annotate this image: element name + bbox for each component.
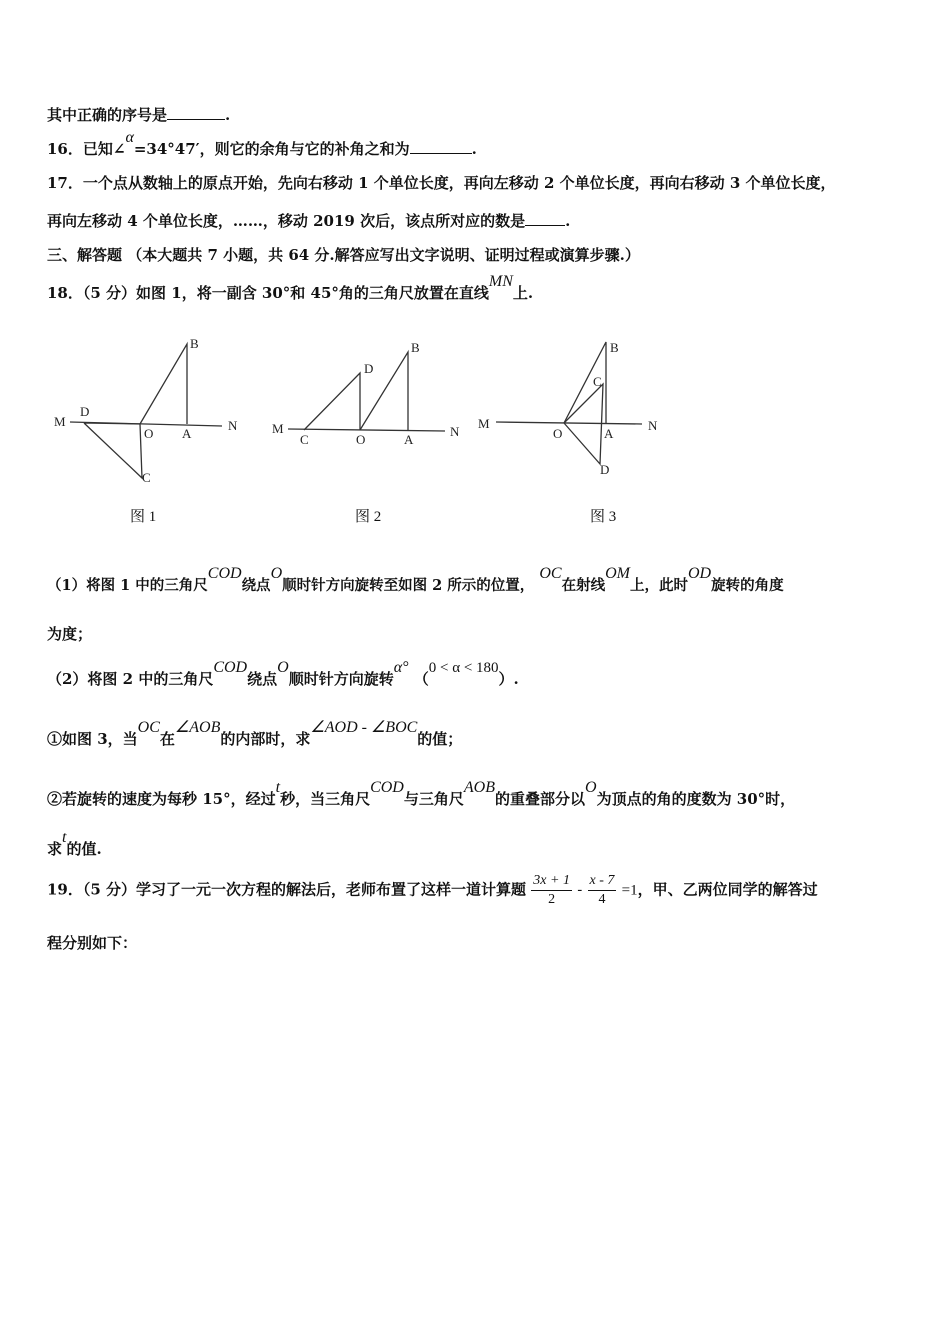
q15-tail: 其中正确的序号是 . <box>47 106 231 124</box>
fig3-label-c: C <box>593 374 602 389</box>
fig2-label-m: M <box>272 421 284 436</box>
fig1-triangle-aob <box>140 344 187 424</box>
fig2-label-b: B <box>411 340 420 355</box>
fig3-caption: 图 3 <box>590 509 617 525</box>
question-17-line2: 再向左移动 4 个单位长度，……，移动 2019 次后，该点所对应的数是 . <box>47 212 571 230</box>
fraction-2: $\frac{x - 7}{4}$ <box>589 873 615 907</box>
fig1-label-m: M <box>54 414 66 429</box>
fig2-triangle-cod <box>304 373 360 430</box>
fig1-label-a: A <box>182 426 192 441</box>
question-19-cont: 程分别如下： <box>47 934 138 952</box>
question-19: 19．（5 分）学习了一元一次方程的解法后，老师布置了这样一道计算题 $\frac{3x + 1}{2}$ - $\frac{x - 7}{4}$ =1，甲、乙两位同学的解答过 <box>47 873 818 907</box>
question-18: 18．（5 分）如图 1，将一副含 30°和 45°角的三角尺放置在直线MN上. <box>47 273 534 302</box>
fig2-label-c: C <box>300 432 309 447</box>
fig1-label-n: N <box>228 418 238 433</box>
fig1-label-o: O <box>144 426 154 441</box>
fig2-line-mn <box>288 429 445 431</box>
question-18-2: （2）将图 2 中的三角尺COD绕点O顺时针方向旋转α° （0 < α < 180）. <box>47 659 519 688</box>
fig2-caption: 图 2 <box>355 509 382 525</box>
fig3-line-mn <box>496 422 642 424</box>
fig3-label-o: O <box>553 426 563 441</box>
fig2-label-o: O <box>356 432 366 447</box>
question-18-2-part2: ②若旋转的速度为每秒 15°，经过t秒，当三角尺COD与三角尺AOB的重叠部分以O为顶点的角的度数为 30°时， <box>47 779 796 808</box>
fraction-1: $\frac{3x + 1}{2}$ <box>533 873 570 907</box>
section-3-heading: 三、解答题 （本大题共 7 小题，共 64 分.解答应写出文字说明、证明过程或演算步骤.） <box>47 246 640 264</box>
triangle-figures <box>0 320 950 530</box>
fig1-caption: 图 1 <box>130 509 157 525</box>
question-18-2-part2-cont: 求t的值. <box>47 829 102 858</box>
fig1-label-b: B <box>190 336 199 351</box>
fig3-label-b: B <box>610 340 619 355</box>
question-18-1-cont: 为度； <box>47 625 93 643</box>
question-18-1: （1）将图 1 中的三角尺COD绕点O顺时针方向旋转至如图 2 所示的位置， OC在射线OM上，此时OD旋转的角度 <box>47 565 784 594</box>
fig2-label-a: A <box>404 432 414 447</box>
question-18-2-part1: ①如图 3，当OC在∠AOB的内部时，求∠AOD - ∠BOC的值； <box>47 719 463 748</box>
fig1-triangle-cod <box>84 423 142 478</box>
fig1-label-d: D <box>80 404 90 419</box>
fig3-label-d: D <box>600 462 610 477</box>
question-16: 16．已知∠α=34°47′，则它的余角与它的补角之和为 . <box>47 129 477 158</box>
question-17-line1: 17．一个点从数轴上的原点开始，先向右移动 1 个单位长度，再向左移动 2 个单位长度，再向右移动 3 个单位长度， <box>47 174 836 192</box>
fig2-label-n: N <box>450 424 460 439</box>
fig2-label-d: D <box>364 361 374 376</box>
fig1-label-c: C <box>142 470 151 485</box>
fig3-label-n: N <box>648 418 658 433</box>
fig3-label-m: M <box>478 416 490 431</box>
fig3-label-a: A <box>604 426 614 441</box>
